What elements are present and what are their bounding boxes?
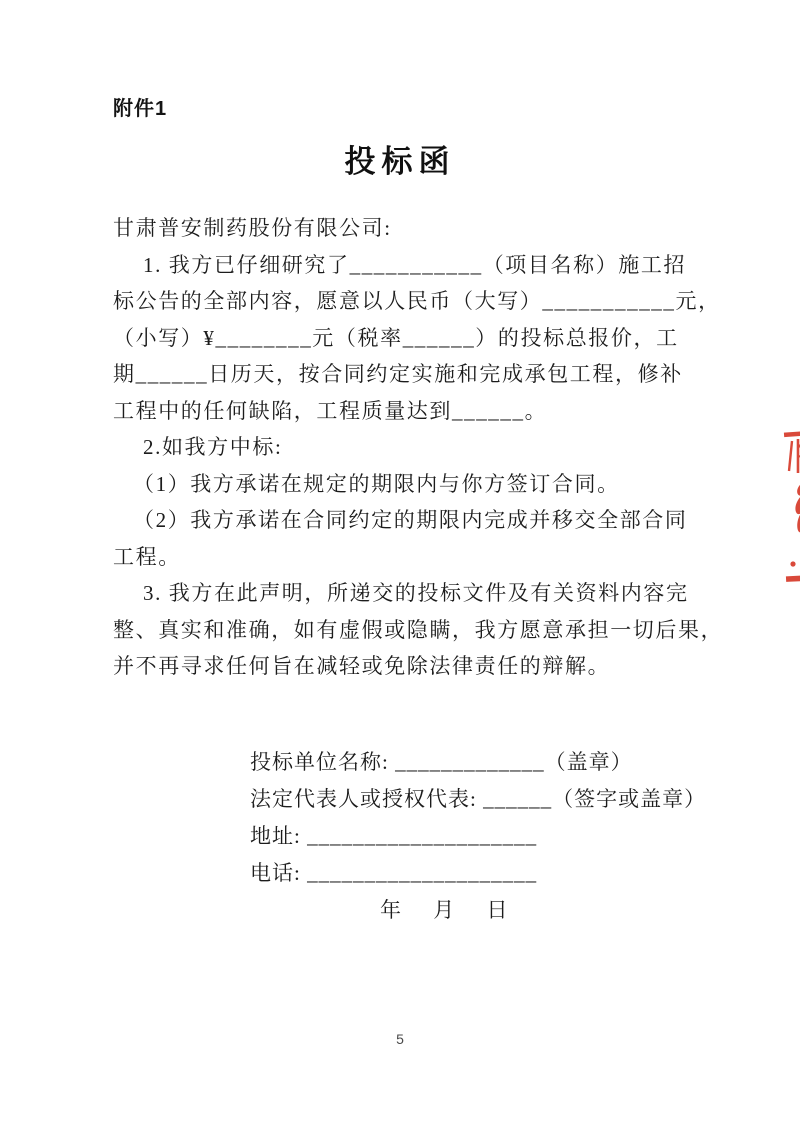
body-line: （2）我方承诺在合同约定的期限内完成并移交全部合同 bbox=[133, 508, 688, 532]
body-line: （1）我方承诺在规定的期限内与你方签订合同。 bbox=[133, 471, 620, 496]
attachment-label: 附件1 bbox=[113, 98, 168, 120]
body-line: 工程。 bbox=[113, 544, 181, 569]
phone-line: 电话: ____________________ bbox=[250, 861, 538, 885]
address-line: 地址: ____________________ bbox=[250, 824, 538, 848]
signature-block bbox=[250, 744, 706, 929]
page-number: 5 bbox=[396, 1031, 404, 1047]
body-line: 期______日历天，按合同约定实施和完成承包工程，修补 bbox=[113, 362, 683, 386]
document-body bbox=[113, 210, 724, 685]
body-line: 1. 我方已仔细研究了___________（项目名称）施工招 bbox=[143, 252, 687, 277]
date-line: 年 月 日 bbox=[380, 898, 509, 922]
body-line: 整、真实和准确，如有虚假或隐瞒，我方愿意承担一切后果， bbox=[113, 617, 724, 642]
body-line: 标公告的全部内容，愿意以人民币（大写）___________元， bbox=[113, 289, 721, 313]
red-seal-fragment-icon bbox=[779, 424, 800, 594]
document-title: 投标函 bbox=[344, 144, 456, 179]
salutation-line: 甘肃普安制药股份有限公司: bbox=[113, 216, 392, 240]
body-line: 2.如我方中标: bbox=[143, 435, 283, 459]
body-line: 3. 我方在此声明，所递交的投标文件及有关资料内容完 bbox=[143, 581, 689, 605]
legal-representative-line: 法定代表人或授权代表: ______（签字或盖章） bbox=[250, 787, 707, 811]
body-line: 并不再寻求任何旨在减轻或免除法律责任的辩解。 bbox=[113, 654, 611, 678]
bidder-name-line: 投标单位名称: _____________（盖章） bbox=[250, 750, 633, 774]
body-line: （小写）¥________元（税率______）的投标总报价，工 bbox=[113, 325, 679, 350]
body-line: 工程中的任何缺陷，工程质量达到______。 bbox=[113, 398, 548, 423]
